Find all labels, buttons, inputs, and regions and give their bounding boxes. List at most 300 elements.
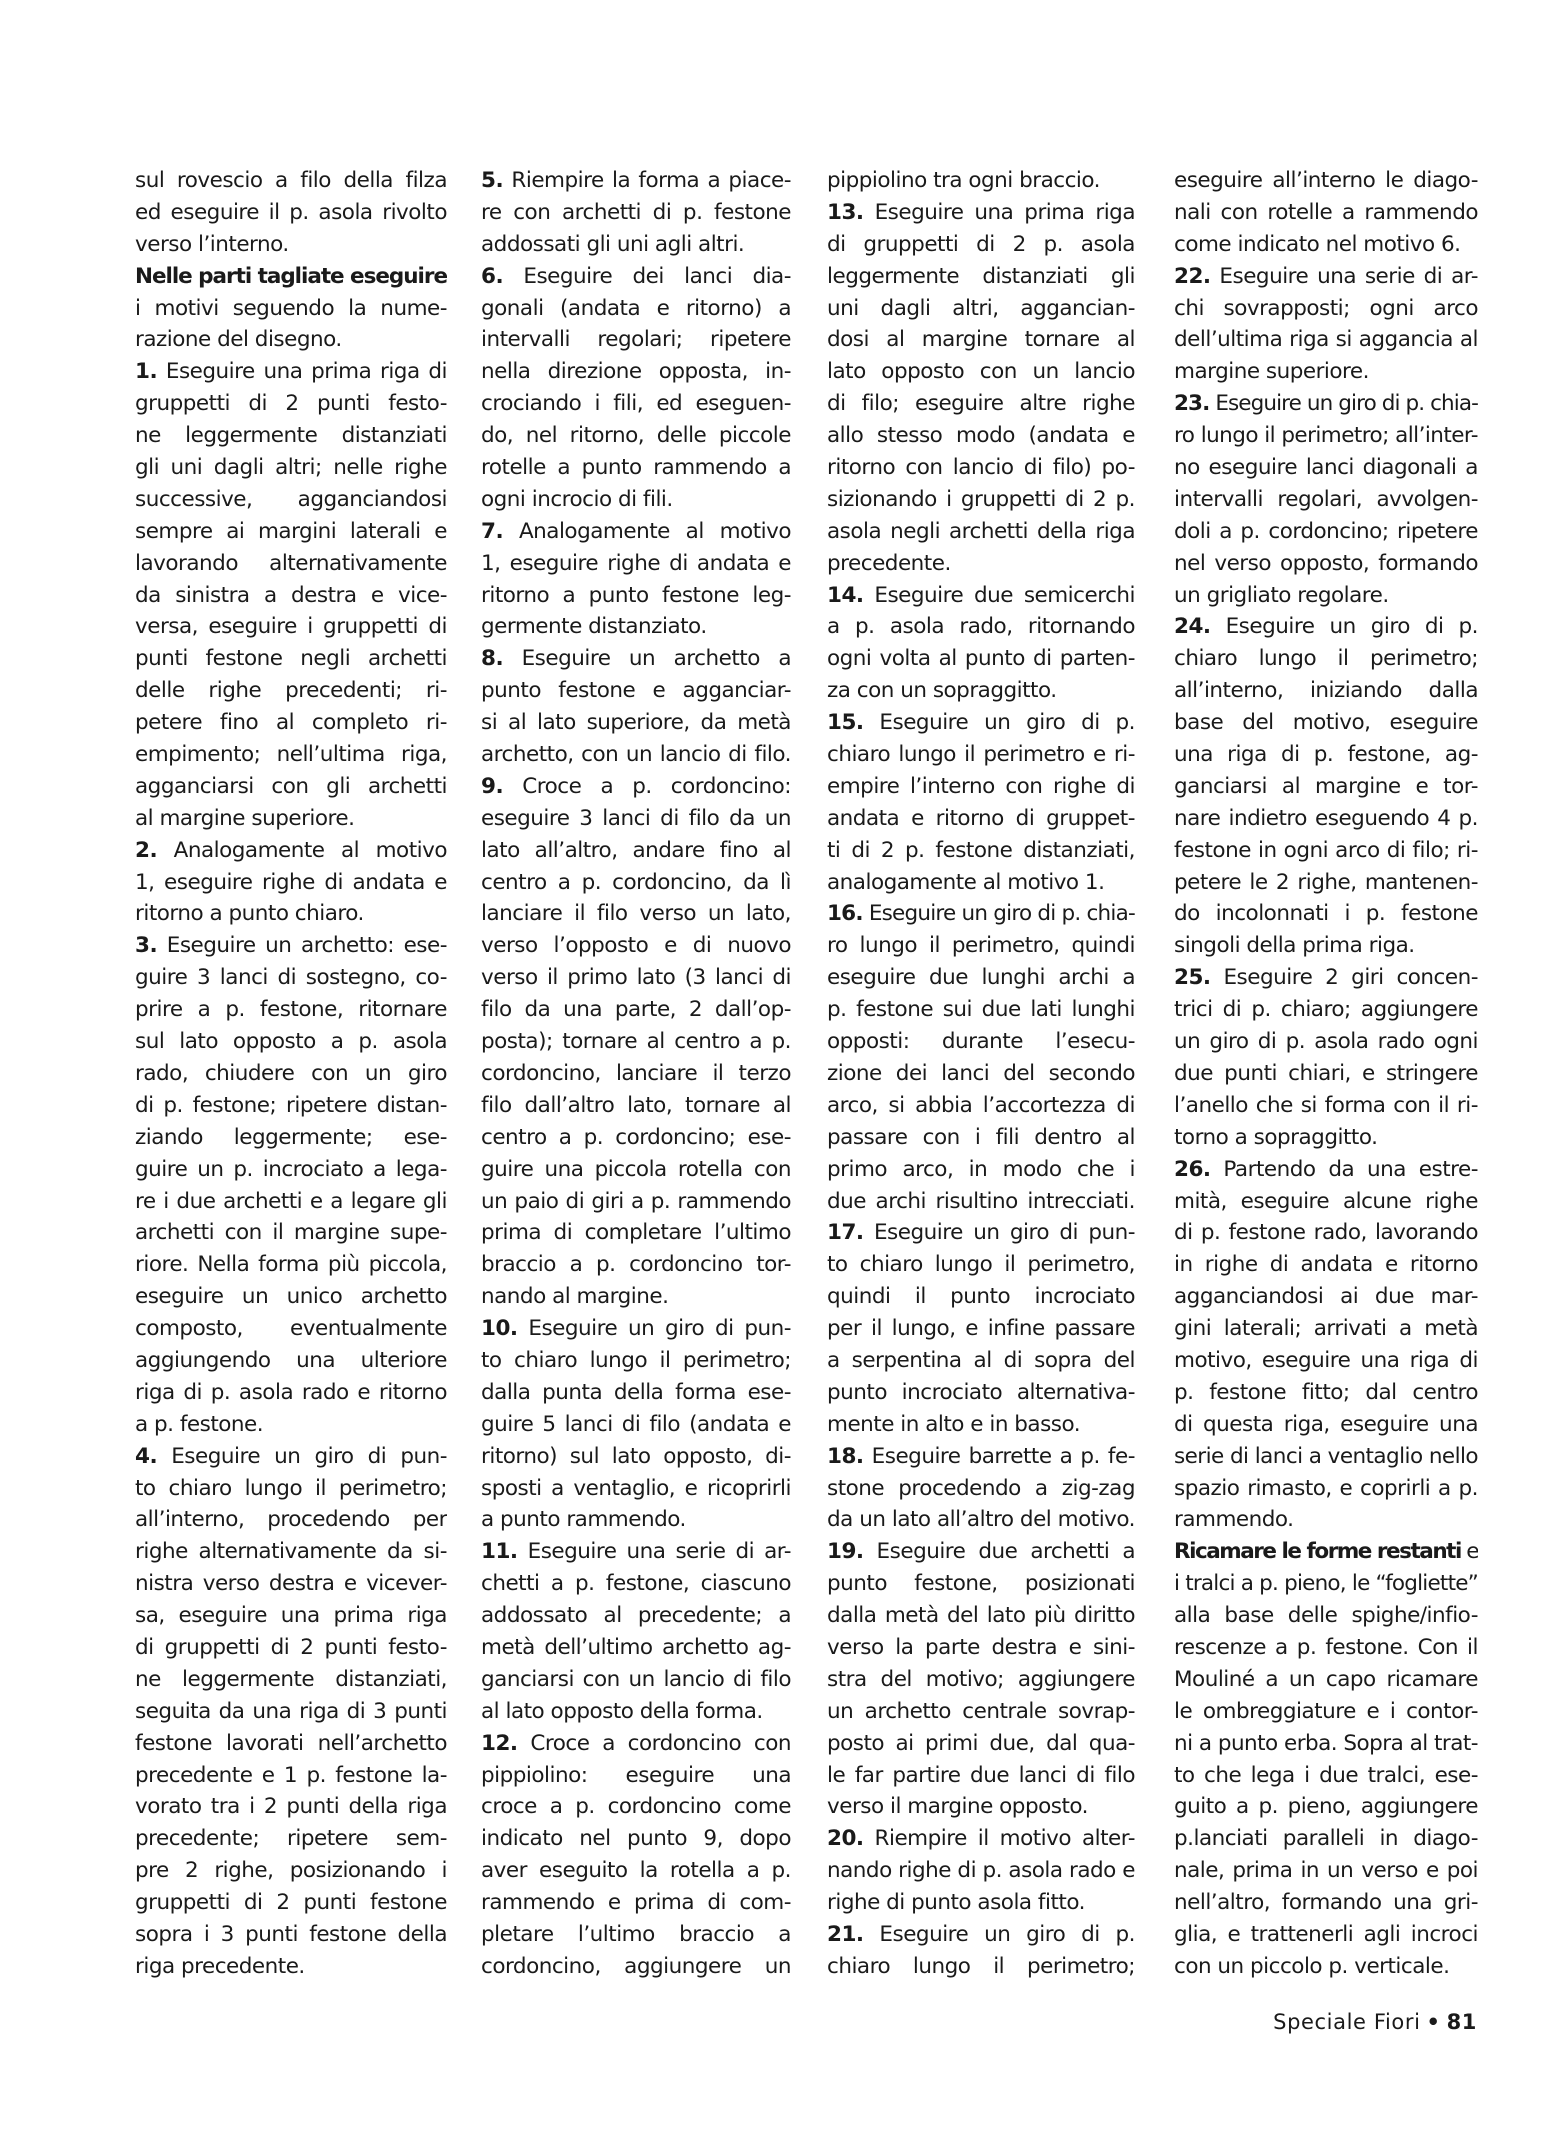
text-line	[135, 1823, 447, 1855]
line-text: rotelle a punto rammendo a	[481, 455, 791, 481]
text-line	[135, 484, 447, 516]
text-line	[827, 580, 1135, 612]
text-line	[481, 1600, 791, 1632]
text-line	[1174, 1504, 1478, 1536]
line-text: ogni volta al punto di parten-	[827, 646, 1135, 672]
text-line	[481, 293, 791, 325]
line-text: passare con i fili dentro al	[827, 1124, 1135, 1150]
line-text: Eseguire un giro di p.	[863, 1921, 1135, 1947]
line-text: empimento; nell’ultima riga,	[135, 742, 447, 768]
text-line	[481, 867, 791, 899]
line-text: in righe di andata e ritorno	[1174, 1252, 1478, 1278]
line-text: eseguire 3 lanci di filo da un	[481, 805, 791, 831]
bold-lead: 17.	[827, 1220, 864, 1246]
bold-lead: 25.	[1174, 965, 1211, 991]
text-line	[481, 1217, 791, 1249]
line-text: a p. festone.	[135, 1411, 264, 1437]
text-line	[1174, 1473, 1478, 1505]
text-line	[827, 1887, 1135, 1919]
line-text: Mouliné a un capo ricamare	[1174, 1666, 1478, 1692]
text-line	[481, 962, 791, 994]
line-text: al lato opposto della forma.	[481, 1698, 763, 1724]
text-line	[1174, 1632, 1478, 1664]
line-text: un grigliato regolare.	[1174, 582, 1389, 608]
text-line	[135, 1632, 447, 1664]
line-text: festone in ogni arco di filo; ri-	[1174, 837, 1478, 863]
text-line	[481, 1696, 791, 1728]
line-text: do, nel ritorno, delle piccole	[481, 423, 791, 449]
line-text: precedente.	[827, 550, 951, 576]
bold-lead: 5.	[481, 168, 504, 193]
text-line	[827, 1377, 1135, 1409]
text-line	[827, 516, 1135, 548]
text-line	[135, 1791, 447, 1823]
text-line	[827, 962, 1135, 994]
line-text: torno a sopraggitto.	[1174, 1124, 1378, 1150]
text-line	[1174, 962, 1478, 994]
line-text: asola negli archetti della riga	[827, 518, 1135, 544]
text-line	[135, 548, 447, 580]
text-line	[135, 643, 447, 675]
line-text: Eseguire un archetto: ese-	[157, 933, 447, 959]
text-line	[481, 1504, 791, 1536]
text-line	[135, 388, 447, 420]
text-line	[827, 898, 1135, 930]
line-text: lato all’altro, andare fino al	[481, 837, 791, 863]
line-text: verso il primo lato (3 lanci di	[481, 965, 791, 991]
text-line	[827, 388, 1135, 420]
text-line	[1174, 1600, 1478, 1632]
line-text: nel verso opposto, formando	[1174, 550, 1478, 576]
text-line	[135, 1600, 447, 1632]
text-line	[135, 962, 447, 994]
line-text: lanciare il filo verso un lato,	[481, 901, 791, 927]
line-text: mente in alto e in basso.	[827, 1411, 1081, 1437]
line-text: l’anello che si forma con il ri-	[1174, 1092, 1478, 1118]
line-text: dosi al margine tornare al	[827, 327, 1135, 353]
text-line	[481, 675, 791, 707]
text-line	[1174, 1696, 1478, 1728]
text-line	[135, 324, 447, 356]
line-text: germente distanziato.	[481, 614, 707, 640]
text-line	[827, 293, 1135, 325]
line-text: due punti chiari, e stringere	[1174, 1060, 1478, 1086]
text-line	[135, 580, 447, 612]
text-line	[135, 293, 447, 325]
line-text: punto festone e agganciar-	[481, 678, 791, 704]
text-line	[135, 1568, 447, 1600]
line-text: re con archetti di p. festone	[481, 199, 791, 225]
line-text: to chiaro lungo il perimetro,	[827, 1252, 1135, 1278]
text-line	[1174, 1122, 1478, 1154]
line-text: indicato nel punto 9, dopo	[481, 1826, 791, 1852]
text-line	[1174, 452, 1478, 484]
line-text: stone procedendo a zig-zag	[827, 1475, 1135, 1501]
text-line	[1174, 611, 1478, 643]
line-text: to chiaro lungo il perimetro;	[135, 1475, 447, 1501]
line-text: eseguire due lunghi archi a	[827, 965, 1135, 991]
text-line	[135, 1536, 447, 1568]
text-line	[1174, 1855, 1478, 1887]
text-line	[135, 994, 447, 1026]
bold-lead: 18.	[827, 1443, 864, 1469]
text-line	[1174, 771, 1478, 803]
line-text: di p. festone rado, lavorando	[1174, 1220, 1478, 1246]
line-text: nando righe di p. asola rado e	[827, 1858, 1135, 1884]
text-line	[827, 1919, 1135, 1951]
text-line	[1174, 484, 1478, 516]
text-line	[481, 1313, 791, 1345]
text-line	[481, 803, 791, 835]
text-line	[1174, 229, 1478, 261]
text-line	[481, 1154, 791, 1186]
line-text: centro a p. cordoncino, da lì	[481, 869, 791, 895]
text-line	[1174, 930, 1478, 962]
text-line	[481, 1919, 791, 1951]
line-text: da sinistra a destra e vice-	[135, 582, 447, 608]
text-line	[481, 1951, 791, 1983]
text-line	[135, 1951, 447, 1983]
line-text: rammendo.	[1174, 1507, 1294, 1533]
text-line	[1174, 1186, 1478, 1218]
text-line	[135, 1760, 447, 1792]
bold-lead: Ricamare le forme restanti	[1174, 1539, 1461, 1565]
text-line	[827, 1441, 1135, 1473]
bold-lead: 4.	[135, 1443, 158, 1469]
text-line	[135, 420, 447, 452]
text-line	[1174, 1281, 1478, 1313]
line-text: per il lungo, e infine passare	[827, 1316, 1135, 1342]
text-line	[827, 484, 1135, 516]
text-column-2	[481, 165, 791, 1983]
text-line	[827, 1058, 1135, 1090]
text-line	[1174, 1568, 1478, 1600]
line-text: crociando i fili, ed eseguen-	[481, 391, 791, 417]
text-line	[1174, 1409, 1478, 1441]
text-line	[827, 994, 1135, 1026]
text-line	[135, 1249, 447, 1281]
text-line	[481, 1249, 791, 1281]
line-text: Eseguire un giro di pun-	[517, 1316, 791, 1342]
text-line	[481, 261, 791, 293]
text-line	[135, 1345, 447, 1377]
line-text: dalla punta della forma ese-	[481, 1379, 791, 1405]
text-line	[135, 356, 447, 388]
line-text: delle righe precedenti; ri-	[135, 678, 447, 704]
text-line	[481, 516, 791, 548]
line-text: agganciandosi ai due mar-	[1174, 1284, 1478, 1310]
text-line	[481, 229, 791, 261]
text-line	[827, 1409, 1135, 1441]
line-text: leggermente distanziati gli	[827, 263, 1135, 289]
line-text: Eseguire un giro di pun-	[863, 1220, 1135, 1246]
line-text: verso la parte destra e sini-	[827, 1634, 1135, 1660]
line-text: con un piccolo p. verticale.	[1174, 1953, 1450, 1979]
line-text: pippiolino: eseguire una	[481, 1762, 791, 1788]
text-line	[481, 1568, 791, 1600]
line-text: Eseguire una prima riga di	[157, 359, 447, 385]
line-text: ganciarsi con un lancio di filo	[481, 1666, 791, 1692]
line-text: di gruppetti di 2 punti festo-	[135, 1634, 447, 1660]
text-line	[135, 1313, 447, 1345]
line-text: di gruppetti di 2 p. asola	[827, 231, 1135, 257]
line-text: all’interno, iniziando dalla	[1174, 678, 1478, 704]
line-text: e	[1460, 1539, 1478, 1565]
line-text: cordoncino, lanciare il terzo	[481, 1060, 791, 1086]
text-line	[827, 356, 1135, 388]
line-text: chiaro lungo il perimetro e ri-	[827, 742, 1135, 768]
text-line	[135, 1504, 447, 1536]
bold-lead: 12.	[481, 1730, 518, 1756]
bold-lead: 19.	[827, 1539, 864, 1565]
line-text: serie di lanci a ventaglio nello	[1174, 1443, 1478, 1469]
line-text: precedente; ripetere sem-	[135, 1826, 447, 1852]
line-text: do incolonnati i p. festone	[1174, 901, 1478, 927]
line-text: filo dall’altro lato, tornare al	[481, 1092, 791, 1118]
text-line	[1174, 1026, 1478, 1058]
line-text: successive, agganciandosi	[135, 486, 447, 512]
line-text: un giro di p. asola rado ogni	[1174, 1029, 1478, 1055]
text-column-4	[1174, 165, 1478, 1983]
text-line	[1174, 261, 1478, 293]
line-text: nale, prima in un verso e poi	[1174, 1858, 1478, 1884]
line-text: punto incrociato alternativa-	[827, 1379, 1135, 1405]
bold-lead: 3.	[135, 933, 158, 959]
text-line	[135, 1409, 447, 1441]
line-text: centro a p. cordoncino; ese-	[481, 1124, 791, 1150]
text-line	[481, 1728, 791, 1760]
text-line	[1174, 835, 1478, 867]
line-text: primo arco, in modo che i	[827, 1156, 1135, 1182]
line-text: quindi il punto incrociato	[827, 1284, 1135, 1310]
bold-lead: 2.	[135, 837, 158, 863]
line-text: gonali (andata e ritorno) a	[481, 295, 791, 321]
text-line	[827, 229, 1135, 261]
line-text: Eseguire una serie di ar-	[517, 1539, 791, 1565]
footer-separator-icon: •	[1426, 2010, 1441, 2034]
text-line	[1174, 803, 1478, 835]
line-text: ne leggermente distanziati,	[135, 1666, 447, 1692]
line-text: opposti: durante l’esecu-	[827, 1029, 1135, 1055]
text-line	[827, 771, 1135, 803]
text-line	[135, 1377, 447, 1409]
text-line	[1174, 739, 1478, 771]
text-line	[481, 1090, 791, 1122]
line-text: le ombreggiature e i contor-	[1174, 1698, 1478, 1724]
line-text: sizionando i gruppetti di 2 p.	[827, 486, 1135, 512]
text-line	[1174, 1951, 1478, 1983]
text-line	[481, 1058, 791, 1090]
text-line	[481, 1855, 791, 1887]
line-text: p.lanciati paralleli in diago-	[1174, 1826, 1478, 1852]
text-line	[135, 1696, 447, 1728]
text-line	[1174, 643, 1478, 675]
text-column-1	[135, 165, 447, 1983]
line-text: i motivi seguendo la nume-	[135, 295, 447, 321]
line-text: Eseguire un giro di p. chia-	[1209, 391, 1478, 417]
footer-section-title: Speciale Fiori	[1273, 2010, 1421, 2034]
line-text: gli uni dagli altri; nelle righe	[135, 455, 447, 481]
text-line	[1174, 1536, 1478, 1568]
text-line	[1174, 420, 1478, 452]
line-text: punto festone, posizionati	[827, 1571, 1135, 1597]
text-line	[827, 420, 1135, 452]
line-text: Eseguire due semicerchi	[863, 582, 1135, 608]
line-text: Analogamente al motivo	[157, 837, 447, 863]
bold-lead: 10.	[481, 1316, 518, 1342]
text-line	[827, 1122, 1135, 1154]
text-line	[1174, 1919, 1478, 1951]
line-text: Riempire il motivo alter-	[863, 1826, 1135, 1852]
line-text: lato opposto con un lancio	[827, 359, 1135, 385]
text-line	[827, 1951, 1135, 1983]
line-text: a p. asola rado, ritornando	[827, 614, 1135, 640]
text-line	[1174, 1154, 1478, 1186]
line-text: nell’altro, formando una gri-	[1174, 1890, 1478, 1916]
line-text: ritorno a punto festone leg-	[481, 582, 791, 608]
text-line	[1174, 1058, 1478, 1090]
line-text: nali con rotelle a rammendo	[1174, 199, 1478, 225]
text-line	[827, 1345, 1135, 1377]
line-text: guire una piccola rotella con	[481, 1156, 791, 1182]
bold-lead: 13.	[827, 199, 864, 225]
text-line	[481, 930, 791, 962]
bold-lead: 8.	[481, 646, 504, 672]
text-line	[481, 1186, 791, 1218]
line-text: alla base delle spighe/infio-	[1174, 1603, 1478, 1629]
text-line	[827, 197, 1135, 229]
line-text: ni a punto erba. Sopra al trat-	[1174, 1730, 1478, 1756]
text-line	[827, 1855, 1135, 1887]
bold-lead: 23.	[1174, 391, 1210, 417]
text-line	[827, 1186, 1135, 1218]
text-line	[1174, 548, 1478, 580]
text-line	[481, 611, 791, 643]
line-text: prire a p. festone, ritornare	[135, 997, 447, 1023]
line-text: agganciarsi con gli archetti	[135, 773, 447, 799]
text-line	[1174, 197, 1478, 229]
text-line	[481, 1664, 791, 1696]
line-text: pippiolino tra ogni braccio.	[827, 168, 1101, 193]
line-text: Eseguire un giro di p. chia-	[862, 901, 1135, 927]
page-footer	[1273, 2010, 1477, 2034]
line-text: punti festone negli archetti	[135, 646, 447, 672]
text-line	[135, 197, 447, 229]
line-text: singoli della prima riga.	[1174, 933, 1415, 959]
text-line	[135, 1281, 447, 1313]
text-line	[1174, 324, 1478, 356]
text-column-3	[827, 165, 1135, 1983]
line-text: a punto rammendo.	[481, 1507, 686, 1533]
line-text: 1, eseguire righe di andata e	[481, 550, 791, 576]
text-line	[1174, 165, 1478, 197]
line-text: sul lato opposto a p. asola	[135, 1029, 447, 1055]
text-line	[481, 1377, 791, 1409]
text-line	[481, 898, 791, 930]
line-text: pre 2 righe, posizionando i	[135, 1858, 447, 1884]
line-text: razione del disegno.	[135, 327, 342, 353]
line-text: ro lungo il perimetro; all’inter-	[1174, 423, 1478, 449]
text-line	[135, 1473, 447, 1505]
line-text: sul rovescio a filo della filza	[135, 168, 447, 193]
line-text: righe di punto asola fitto.	[827, 1890, 1085, 1916]
text-line	[1174, 1249, 1478, 1281]
line-text: festone lavorati nell’archetto	[135, 1730, 447, 1756]
text-line	[827, 1823, 1135, 1855]
text-line	[481, 324, 791, 356]
line-text: Eseguire due archetti a	[863, 1539, 1135, 1565]
text-line	[481, 739, 791, 771]
text-line	[827, 1090, 1135, 1122]
line-text: eseguire un unico archetto	[135, 1284, 447, 1310]
line-text: Eseguire barrette a p. fe-	[863, 1443, 1135, 1469]
text-line	[827, 930, 1135, 962]
text-line	[135, 1058, 447, 1090]
text-line	[1174, 1791, 1478, 1823]
bold-lead: 15.	[827, 710, 864, 736]
text-line	[827, 1473, 1135, 1505]
line-text: all’interno, procedendo per	[135, 1507, 447, 1533]
line-text: chetti a p. festone, ciascuno	[481, 1571, 791, 1597]
line-text: ritorno) sul lato opposto, di-	[481, 1443, 791, 1469]
text-line	[827, 1632, 1135, 1664]
text-line	[481, 452, 791, 484]
text-line	[481, 1281, 791, 1313]
line-text: Eseguire dei lanci dia-	[503, 263, 791, 289]
text-line	[827, 261, 1135, 293]
line-text: righe alternativamente da si-	[135, 1539, 447, 1565]
line-text: cordoncino, aggiungere un	[481, 1953, 791, 1979]
bold-lead: 1.	[135, 359, 158, 385]
line-text: allo stesso modo (andata e	[827, 423, 1135, 449]
text-line	[1174, 1728, 1478, 1760]
text-line	[481, 1122, 791, 1154]
text-line	[827, 1313, 1135, 1345]
line-text: aggiungendo una ulteriore	[135, 1347, 447, 1373]
text-line	[827, 611, 1135, 643]
text-line	[135, 835, 447, 867]
bold-lead: Nelle parti tagliate eseguire	[135, 263, 447, 289]
line-text: ed eseguire il p. asola rivolto	[135, 199, 447, 225]
text-line	[135, 1122, 447, 1154]
text-line	[481, 197, 791, 229]
line-text: dell’ultima riga si aggancia al	[1174, 327, 1478, 353]
line-text: composto, eventualmente	[135, 1316, 447, 1342]
text-line	[481, 771, 791, 803]
line-text: guire 3 lanci di sostegno, co-	[135, 965, 447, 991]
text-line	[481, 994, 791, 1026]
text-line	[135, 898, 447, 930]
bold-lead: 9.	[481, 773, 504, 799]
line-text: riore. Nella forma più piccola,	[135, 1252, 447, 1278]
text-line	[1174, 1664, 1478, 1696]
line-text: andata e ritorno di gruppet-	[827, 805, 1135, 831]
line-text: i tralci a p. pieno, le “fogliette”	[1174, 1571, 1478, 1597]
line-text: mità, eseguire alcune righe	[1174, 1188, 1478, 1214]
line-text: petere fino al completo ri-	[135, 710, 447, 736]
line-text: una riga di p. festone, ag-	[1174, 742, 1478, 768]
text-line	[481, 1887, 791, 1919]
line-text: verso il margine opposto.	[827, 1794, 1088, 1820]
line-text: ti di 2 p. festone distanziati,	[827, 837, 1135, 863]
text-line	[1174, 293, 1478, 325]
text-line	[827, 1249, 1135, 1281]
text-line	[827, 1154, 1135, 1186]
line-text: versa, eseguire i gruppetti di	[135, 614, 447, 640]
text-line	[827, 1791, 1135, 1823]
line-text: da un lato all’altro del motivo.	[827, 1507, 1135, 1533]
line-text: p. festone fitto; dal centro	[1174, 1379, 1478, 1405]
